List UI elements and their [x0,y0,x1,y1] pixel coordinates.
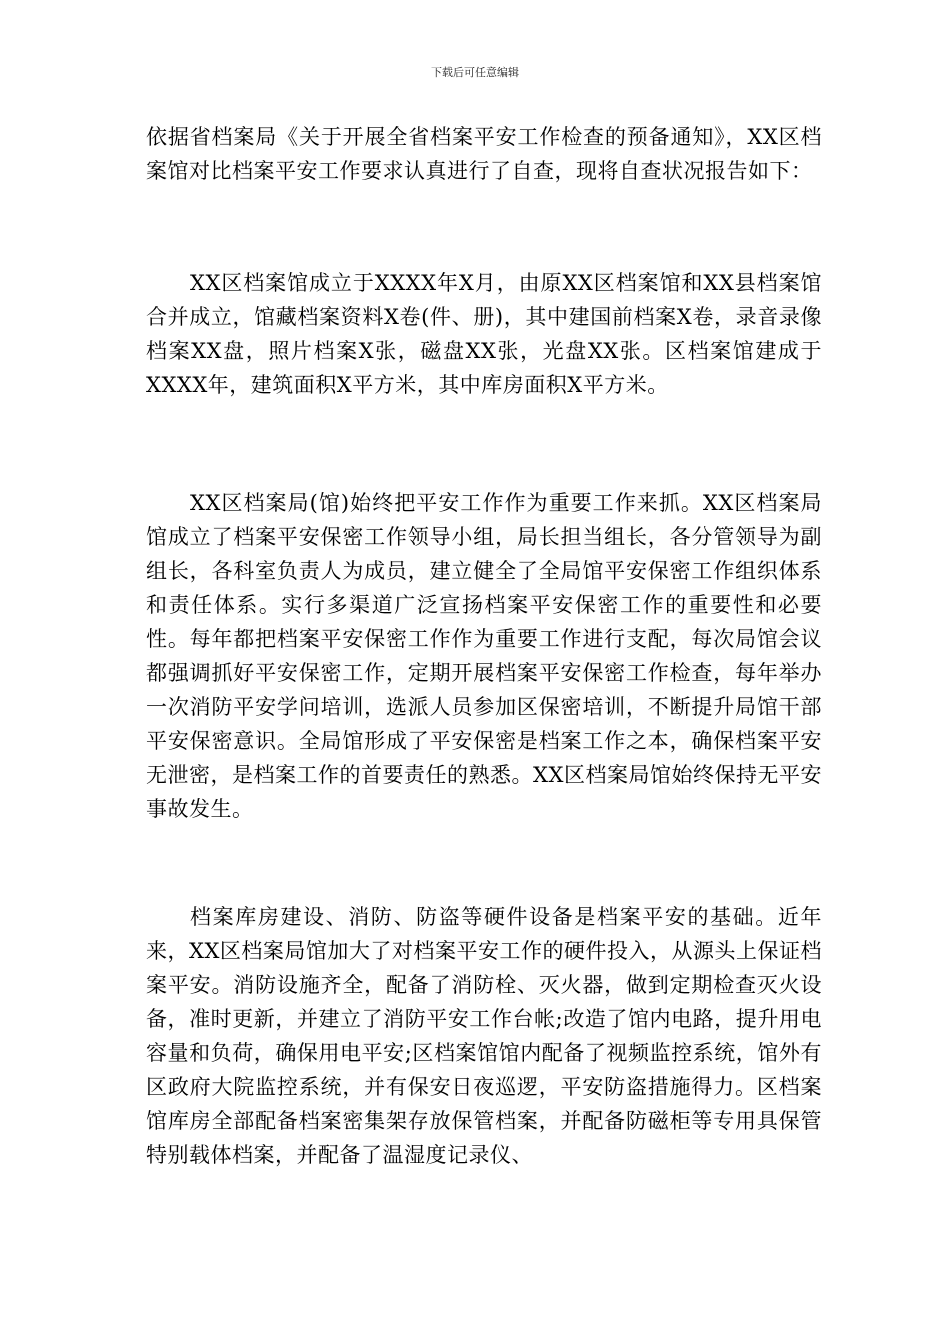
paragraph-text: XX区档案馆成立于XXXX年X月，由原XX区档案馆和XX县档案馆合并成立，馆藏档案资料X卷(件、册)，其中建国前档案X卷，录音录像档案XX盘，照片档案X张，磁盘XX张，光盘XX张。区档案馆建成于XXXX年，建筑面积X平方米，其中库房面积X平方米。 [146,271,822,397]
paragraph-security-management [146,486,822,826]
paragraph-archive-overview [146,266,822,402]
paragraph-text: 依据省档案局《关于开展全省档案平安工作检查的预备通知》，XX区档案馆对比档案平安工作要求认真进行了自查，现将自查状况报告如下： [146,125,822,183]
paragraph-intro [146,120,822,188]
page-header: 下载后可任意编辑 [431,66,519,79]
paragraph-text: 档案库房建设、消防、防盗等硬件设备是档案平安的基础。近年来，XX区档案局馆加大了对档案平安工作的硬件投入，从源头上保证档案平安。消防设施齐全，配备了消防栓、灭火器，做到定期检查灭火设备，准时更新，并建立了消防平安工作台帐;改造了馆内电路，提升用电容量和负荷，确保用电平安;区档案馆馆内配备了视频监控系统，馆外有区政府大院监控系统，并有保安日夜巡逻，平安防盗措施得力。区档案馆库房全部配备档案密集架存放保管档案，并配备防磁柜等专用具保管特别载体档案，并配备了温湿度记录仪、 [146,905,822,1167]
paragraph-hardware-facilities [146,900,822,1172]
paragraph-text: XX区档案局(馆)始终把平安工作作为重要工作来抓。XX区档案局馆成立了档案平安保密工作领导小组，局长担当组长，各分管领导为副组长，各科室负责人为成员，建立健全了全局馆平安保密工作组织体系和责任体系。实行多渠道广泛宣扬档案平安保密工作的重要性和必要性。每年都把档案平安保密工作作为重要工作进行支配，每次局馆会议都强调抓好平安保密工作，定期开展档案平安保密工作检查，每年举办一次消防平安学问培训，选派人员参加区保密培训，不断提升局馆干部平安保密意识。全局馆形成了平安保密是档案工作之本，确保档案平安无泄密，是档案工作的首要责任的熟悉。XX区档案局馆始终保持无平安事故发生。 [146,491,822,821]
